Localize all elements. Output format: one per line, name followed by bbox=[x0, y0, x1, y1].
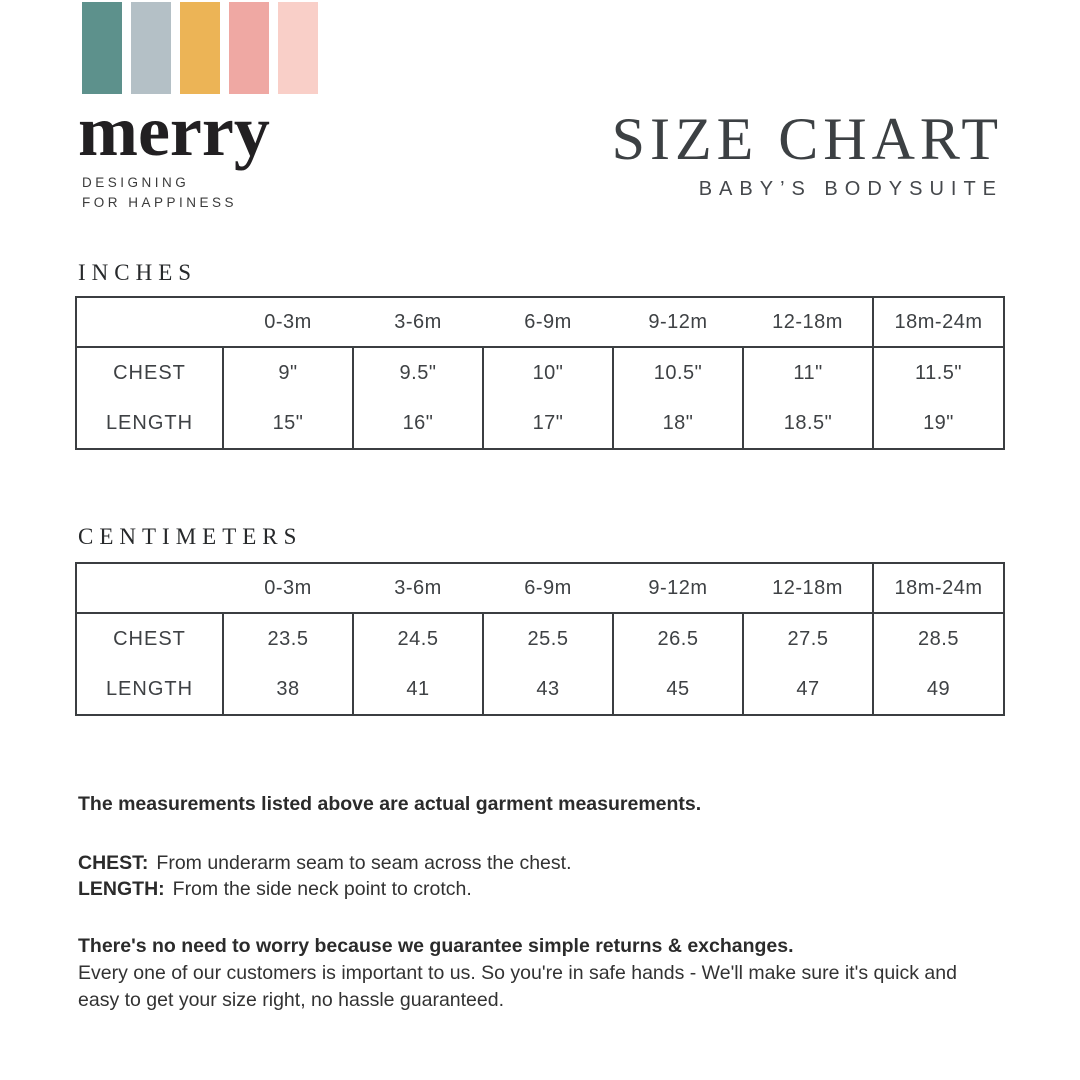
row-label: LENGTH bbox=[105, 411, 194, 434]
column-header: 18m-24m bbox=[873, 563, 1004, 613]
column-header: 12-18m bbox=[743, 297, 873, 347]
measurements-note: The measurements listed above are actual garment measurements. bbox=[78, 793, 702, 815]
table-cell: 28.5 bbox=[873, 613, 1004, 664]
table-cell: 26.5 bbox=[613, 613, 743, 664]
table-cell: 47 bbox=[743, 664, 873, 715]
row-label: LENGTH bbox=[105, 677, 194, 700]
column-header: 3-6m bbox=[353, 563, 483, 613]
table-cell: 18" bbox=[613, 398, 743, 449]
brand-logo-palette bbox=[82, 2, 318, 94]
chest-definition bbox=[78, 850, 993, 876]
column-header: 6-9m bbox=[483, 563, 613, 613]
guarantee-note bbox=[78, 933, 993, 1014]
length-definition-label: LENGTH: bbox=[78, 878, 165, 900]
page-subtitle: BABY’S BODYSUITE bbox=[698, 178, 1003, 200]
brand-tagline-line1: DESIGNING bbox=[82, 175, 190, 190]
table-cell: 23.5 bbox=[223, 613, 353, 664]
column-header: 9-12m bbox=[613, 563, 743, 613]
table-row-length bbox=[76, 398, 1004, 449]
table-cell: 15" bbox=[223, 398, 353, 449]
table-cell: 11.5" bbox=[873, 347, 1004, 398]
table-cell: 11" bbox=[743, 347, 873, 398]
table-cell: 25.5 bbox=[483, 613, 613, 664]
logo-color-swatch-pink bbox=[229, 2, 269, 94]
empty-header-cell bbox=[76, 297, 223, 347]
column-header: 9-12m bbox=[613, 297, 743, 347]
table-cell: 45 bbox=[613, 664, 743, 715]
table-cell: 27.5 bbox=[743, 613, 873, 664]
table-cell: 9.5" bbox=[353, 347, 483, 398]
guarantee-note-text: Every one of our customers is important to us. So you're in safe hands - We'll make sure it's quick and easy to get your size right, no hassle guaranteed. bbox=[78, 962, 957, 1011]
title-block bbox=[612, 106, 1003, 201]
table-cell: 41 bbox=[353, 664, 483, 715]
guarantee-note-bold: There's no need to worry because we guarantee simple returns & exchanges. bbox=[78, 935, 794, 957]
column-header: 12-18m bbox=[743, 563, 873, 613]
chest-definition-text: From underarm seam to seam across the chest. bbox=[156, 852, 572, 874]
logo-color-swatch-yellow bbox=[180, 2, 220, 94]
column-header: 0-3m bbox=[223, 297, 353, 347]
centimeters-size-table bbox=[75, 562, 1005, 716]
table-cell: 19" bbox=[873, 398, 1004, 449]
table-cell: 24.5 bbox=[353, 613, 483, 664]
table-cell: 9" bbox=[223, 347, 353, 398]
column-header: 0-3m bbox=[223, 563, 353, 613]
table-row-chest bbox=[76, 613, 1004, 664]
logo-color-swatch-gray bbox=[131, 2, 171, 94]
table-cell: 10" bbox=[483, 347, 613, 398]
table-header-row bbox=[76, 563, 1004, 613]
page-title: SIZE CHART bbox=[611, 106, 1003, 172]
brand-name: merry bbox=[78, 91, 270, 171]
logo-color-swatch-light-pink bbox=[278, 2, 318, 94]
column-header: 6-9m bbox=[483, 297, 613, 347]
table-cell: 38 bbox=[223, 664, 353, 715]
empty-header-cell bbox=[76, 563, 223, 613]
table-cell: 16" bbox=[353, 398, 483, 449]
table-cell: 49 bbox=[873, 664, 1004, 715]
notes-section bbox=[78, 791, 993, 1014]
length-definition-text: From the side neck point to crotch. bbox=[172, 878, 472, 900]
column-header: 3-6m bbox=[353, 297, 483, 347]
inches-size-table bbox=[75, 296, 1005, 450]
table-header-row bbox=[76, 297, 1004, 347]
brand-tagline bbox=[82, 173, 237, 213]
chest-definition-label: CHEST: bbox=[78, 852, 149, 874]
logo-color-swatch-teal bbox=[82, 2, 122, 94]
inches-section-label: INCHES bbox=[78, 260, 198, 285]
brand-tagline-line2: FOR HAPPINESS bbox=[82, 195, 238, 210]
table-cell: 17" bbox=[483, 398, 613, 449]
table-row-chest bbox=[76, 347, 1004, 398]
table-cell: 10.5" bbox=[613, 347, 743, 398]
table-cell: 43 bbox=[483, 664, 613, 715]
table-cell: 18.5" bbox=[743, 398, 873, 449]
row-label: CHEST bbox=[113, 627, 186, 650]
row-label: CHEST bbox=[113, 361, 186, 384]
table-row-length bbox=[76, 664, 1004, 715]
column-header: 18m-24m bbox=[873, 297, 1004, 347]
centimeters-section-label: CENTIMETERS bbox=[78, 524, 303, 549]
length-definition bbox=[78, 876, 993, 902]
